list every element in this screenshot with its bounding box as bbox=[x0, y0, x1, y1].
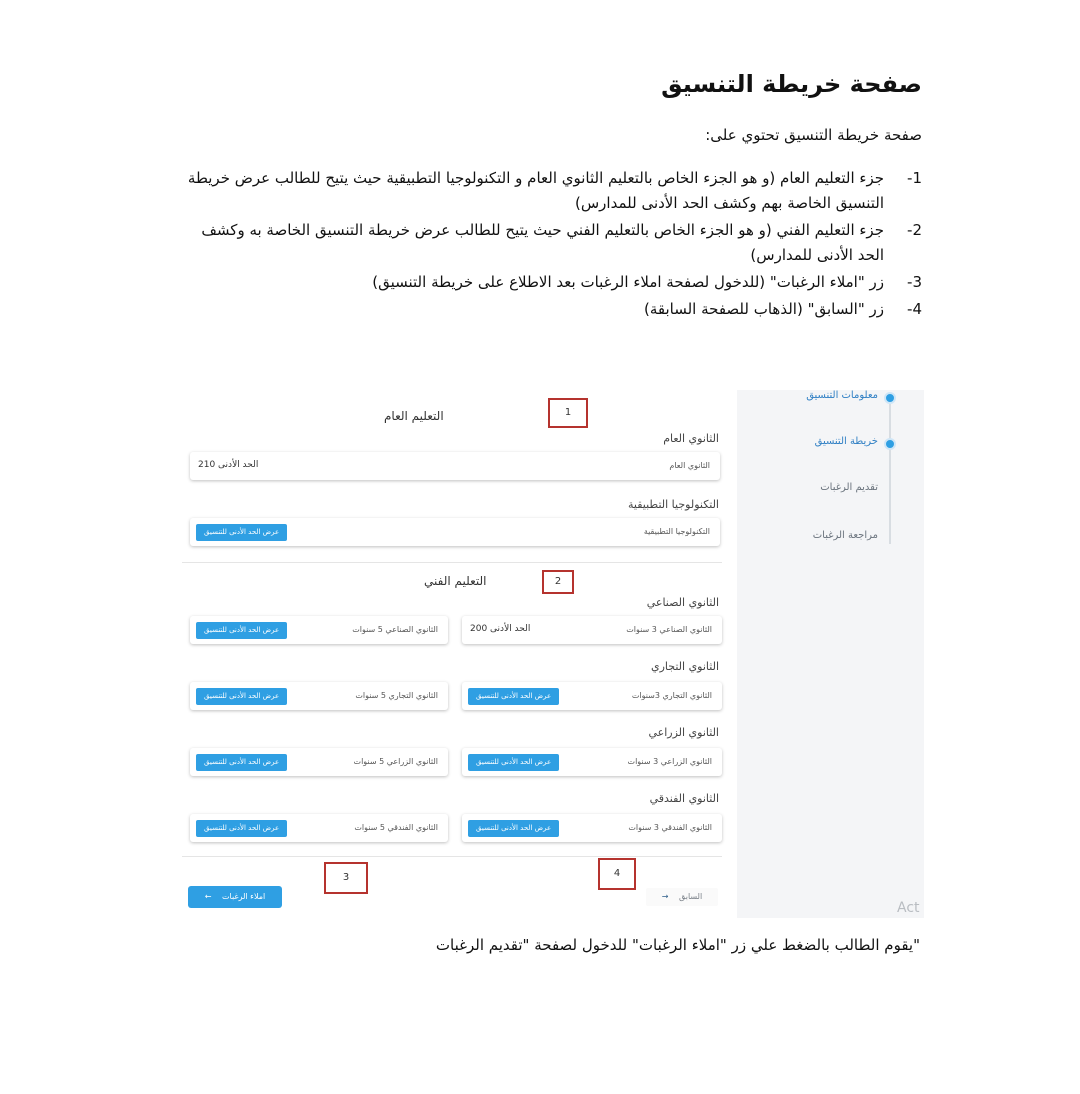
school-card-ind-5[interactable] bbox=[190, 616, 448, 644]
school-card-hot-5[interactable] bbox=[190, 814, 448, 842]
school-name: الثانوي الصناعي 3 سنوات bbox=[626, 625, 712, 634]
list-text: جزء التعليم العام (و هو الجزء الخاص بالتعليم الثانوي العام و التكنولوجيا التطبيقية حيث يتيح للطالب عرض خريطة التنسيق الخاصة بهم وكشف الحد الأدنى للمدارس) bbox=[187, 169, 884, 212]
view-min-button[interactable]: عرض الحد الأدنى للتنسيق bbox=[196, 688, 287, 705]
step-submit-preferences[interactable]: تقديم الرغبات bbox=[820, 482, 878, 493]
school-name: التكنولوجيا التطبيقية bbox=[643, 527, 710, 536]
school-name: الثانوي التجاري 3سنوات bbox=[631, 691, 712, 700]
view-min-button[interactable]: عرض الحد الأدنى للتنسيق bbox=[196, 524, 287, 541]
embedded-screenshot bbox=[162, 390, 924, 918]
school-name: الثانوي العام bbox=[669, 461, 710, 470]
min-score: الحد الأدنى 200 bbox=[470, 624, 531, 634]
previous-button[interactable] bbox=[646, 888, 718, 906]
feature-list bbox=[182, 166, 922, 324]
list-text: زر "السابق" (الذهاب للصفحة السابقة) bbox=[644, 300, 884, 318]
marker-2: 2 bbox=[542, 570, 574, 594]
school-card-agr-5[interactable] bbox=[190, 748, 448, 776]
list-number: 1- bbox=[907, 169, 922, 187]
list-text: جزء التعليم الفني (و هو الجزء الخاص بالتعليم الفني حيث يتيح للطالب عرض خريطة التنسيق الخاصة به وكشف الحد الأدنى للمدارس) bbox=[201, 221, 884, 264]
step-coordination-map[interactable]: خريطة التنسيق bbox=[814, 436, 878, 447]
previous-label: السابق bbox=[679, 892, 703, 901]
stepper-line bbox=[889, 404, 891, 544]
school-name: الثانوي الزراعي 5 سنوات bbox=[353, 757, 438, 766]
school-card-com-5[interactable] bbox=[190, 682, 448, 710]
page-title: صفحة خريطة التنسيق bbox=[661, 70, 922, 98]
marker-1: 1 bbox=[548, 398, 588, 428]
school-card-hot-3[interactable] bbox=[462, 814, 722, 842]
list-item bbox=[182, 297, 922, 322]
school-name: الثانوي الزراعي 3 سنوات bbox=[627, 757, 712, 766]
list-item bbox=[182, 166, 922, 216]
view-min-button[interactable]: عرض الحد الأدنى للتنسيق bbox=[468, 688, 559, 705]
school-name: الثانوي الصناعي 5 سنوات bbox=[352, 625, 438, 634]
view-min-button[interactable]: عرض الحد الأدنى للتنسيق bbox=[196, 754, 287, 771]
list-number: 4- bbox=[907, 300, 922, 318]
list-number: 2- bbox=[907, 221, 922, 239]
arrow-right-icon: → bbox=[661, 892, 669, 901]
school-name: الثانوي الفندقي 5 سنوات bbox=[354, 823, 438, 832]
school-card-ind-3[interactable] bbox=[462, 616, 722, 644]
applied-tech-label: التكنولوجيا التطبيقية bbox=[628, 498, 719, 511]
agricultural-label: الثانوي الزراعي bbox=[648, 726, 719, 739]
watermark-text: Act bbox=[897, 900, 920, 916]
secondary-general-label: الثانوي العام bbox=[663, 432, 719, 445]
coordination-map-panel bbox=[162, 390, 737, 918]
general-education-heading: التعليم العام bbox=[384, 409, 444, 423]
school-card-agr-3[interactable] bbox=[462, 748, 722, 776]
school-card-general[interactable] bbox=[190, 452, 720, 480]
divider bbox=[182, 856, 722, 857]
marker-3: 3 bbox=[324, 862, 368, 894]
list-text: زر "املاء الرغبات" (للدخول لصفحة املاء الرغبات بعد الاطلاع على خريطة التنسيق) bbox=[372, 273, 884, 291]
commercial-label: الثانوي التجاري bbox=[650, 660, 719, 673]
view-min-button[interactable]: عرض الحد الأدنى للتنسيق bbox=[468, 754, 559, 771]
arrow-left-icon: ← bbox=[204, 892, 212, 901]
footer-caption: "يقوم الطالب بالضغط علي زر "املاء الرغبات" للدخول لصفحة "تقديم الرغبات bbox=[435, 936, 920, 954]
step-coordination-info[interactable]: معلومات التنسيق bbox=[806, 390, 878, 401]
fill-preferences-label: املاء الرغبات bbox=[222, 892, 266, 901]
min-score: الحد الأدنى 210 bbox=[198, 460, 259, 470]
school-name: الثانوي التجاري 5 سنوات bbox=[355, 691, 438, 700]
divider bbox=[182, 562, 722, 563]
list-number: 3- bbox=[907, 273, 922, 291]
technical-education-heading: التعليم الفني bbox=[424, 574, 487, 588]
view-min-button[interactable]: عرض الحد الأدنى للتنسيق bbox=[196, 820, 287, 837]
intro-text: صفحة خريطة التنسيق تحتوي على: bbox=[705, 126, 922, 144]
industrial-label: الثانوي الصناعي bbox=[646, 596, 719, 609]
list-item bbox=[182, 270, 922, 295]
marker-4: 4 bbox=[598, 858, 636, 890]
fill-preferences-button[interactable] bbox=[188, 886, 282, 908]
list-item bbox=[182, 218, 922, 268]
step-review-preferences[interactable]: مراجعة الرغبات bbox=[812, 530, 878, 541]
view-min-button[interactable]: عرض الحد الأدنى للتنسيق bbox=[468, 820, 559, 837]
hotel-label: الثانوي الفندقي bbox=[649, 792, 719, 805]
step-dot-active bbox=[884, 438, 896, 450]
school-card-applied-tech[interactable] bbox=[190, 518, 720, 546]
view-min-button[interactable]: عرض الحد الأدنى للتنسيق bbox=[196, 622, 287, 639]
step-dot-active bbox=[884, 392, 896, 404]
school-card-com-3[interactable] bbox=[462, 682, 722, 710]
school-name: الثانوي الفندقي 3 سنوات bbox=[628, 823, 712, 832]
